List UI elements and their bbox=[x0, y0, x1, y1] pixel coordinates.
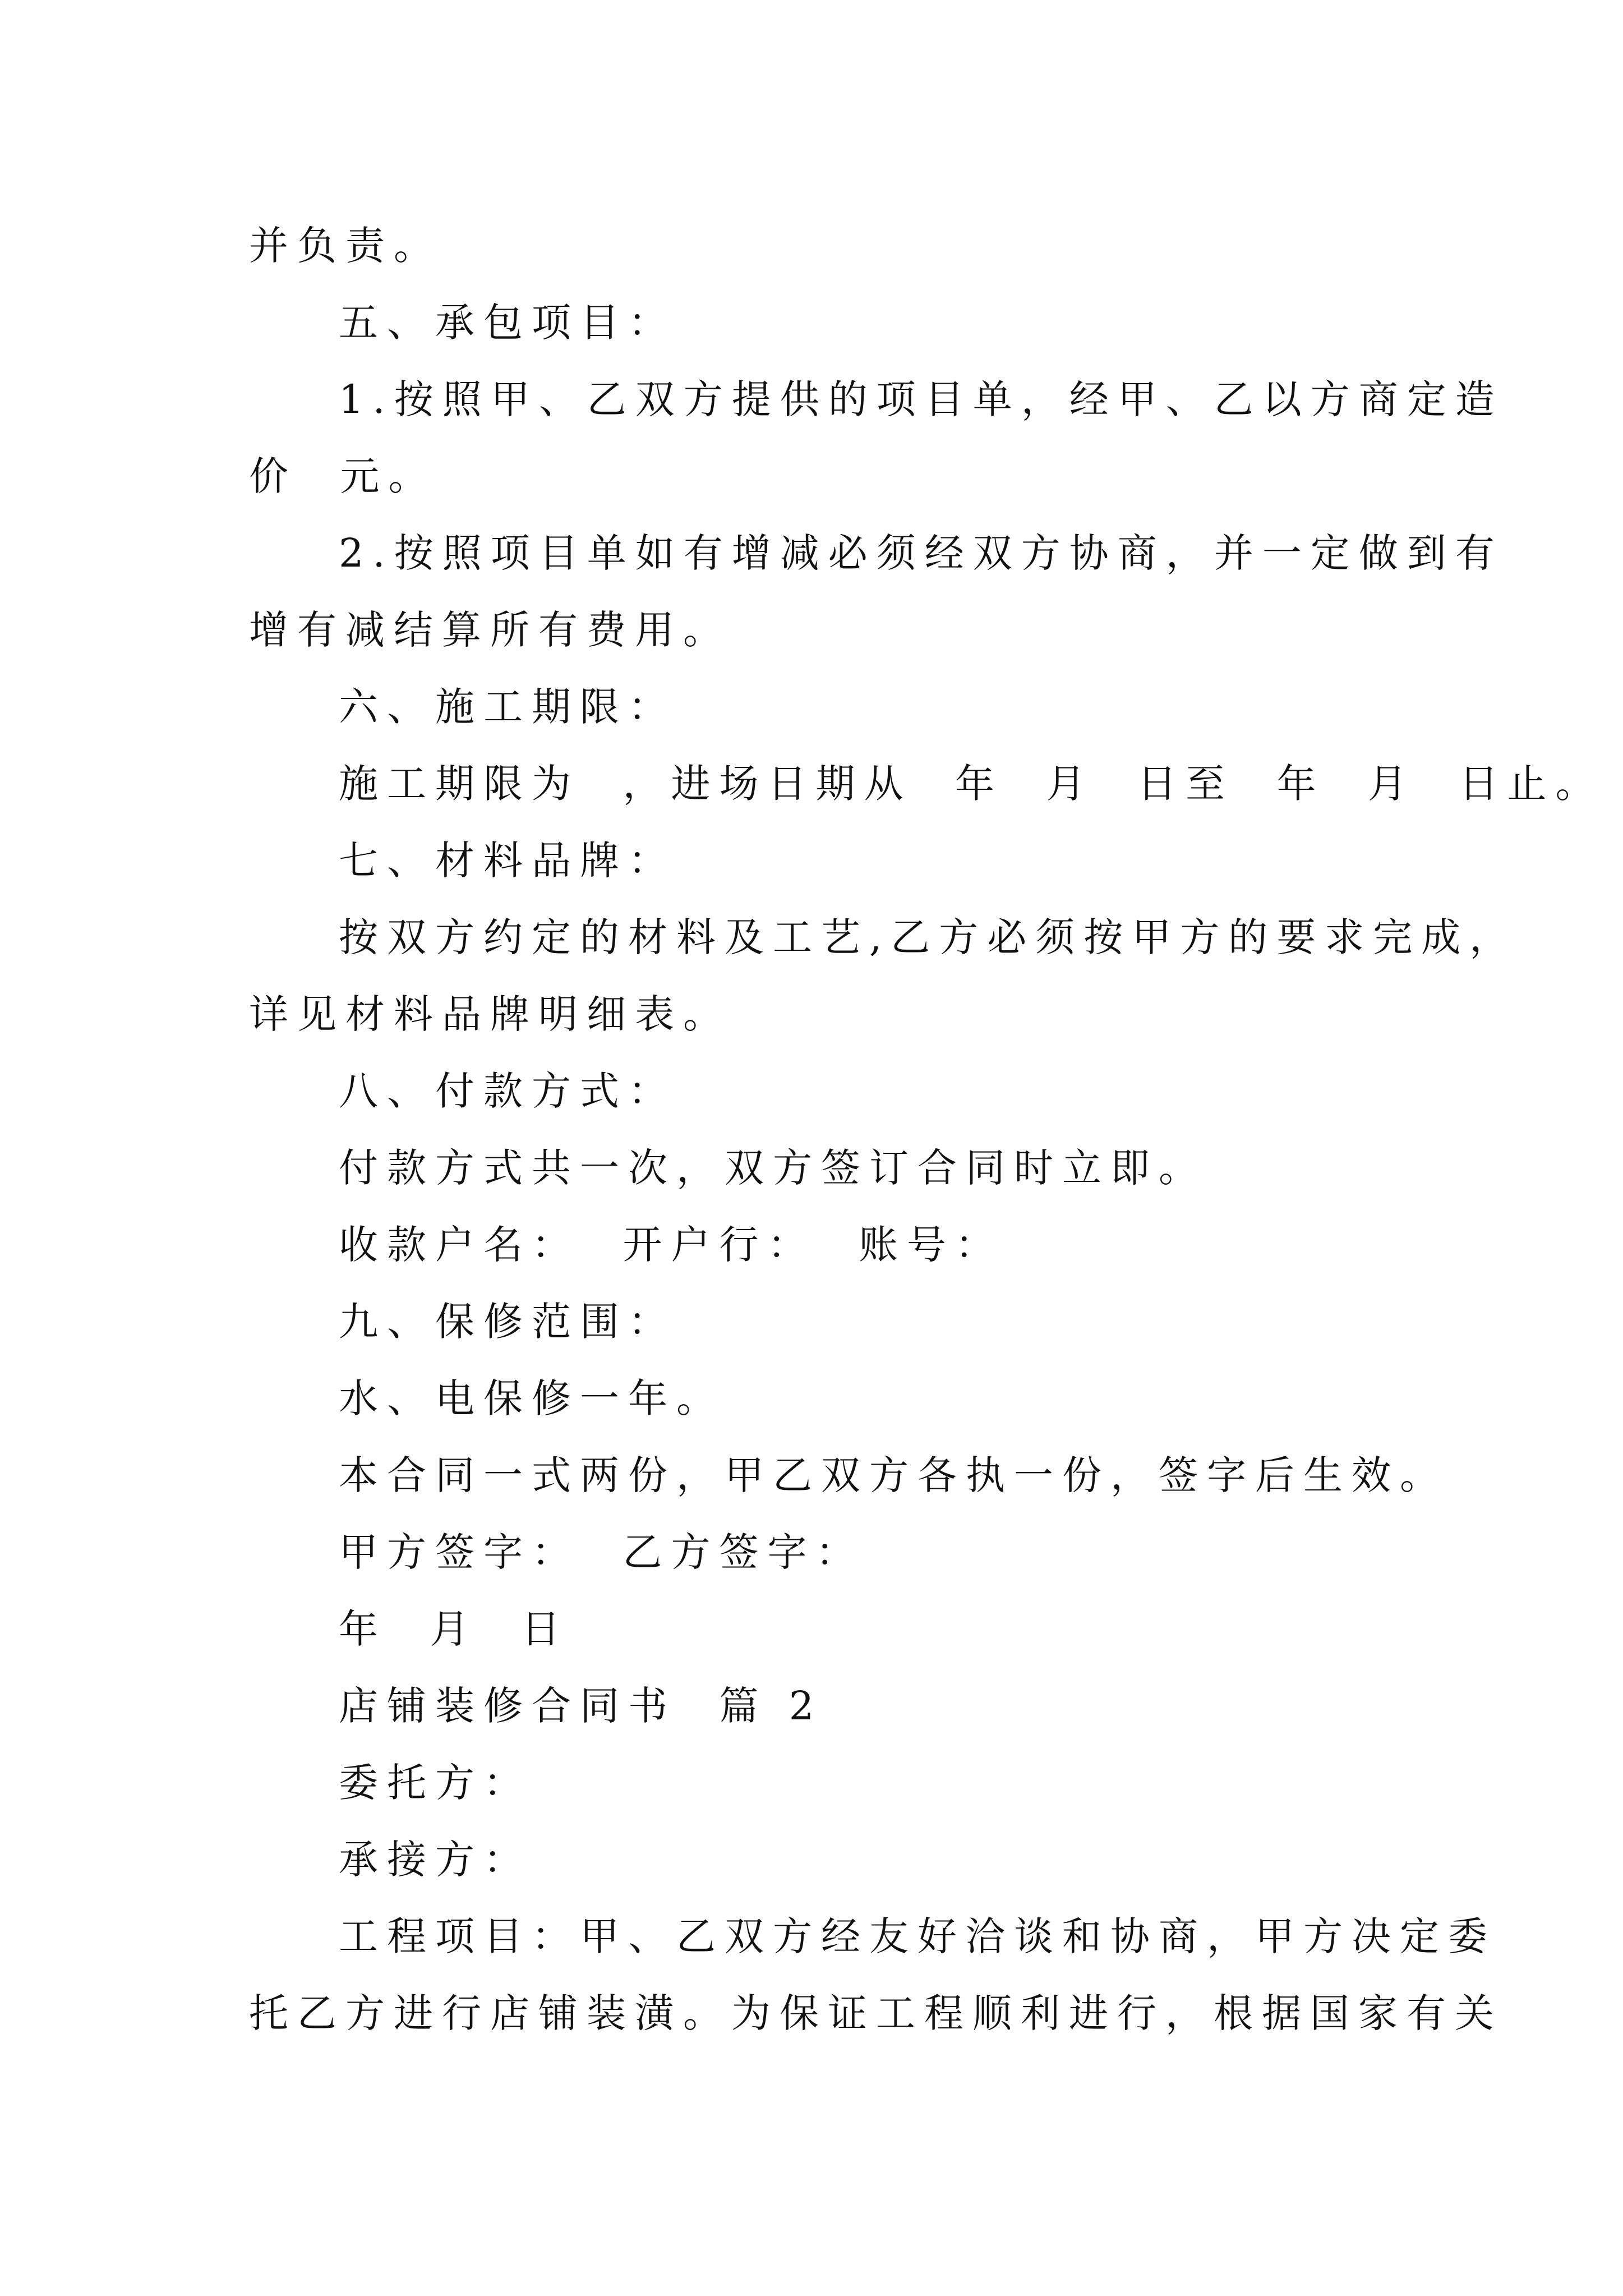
signature-line: 甲方签字： 乙方签字： bbox=[339, 1529, 864, 1575]
text-line: 增有减结算所有费用。 bbox=[249, 607, 731, 653]
text-line: 本合同一式两份，甲乙双方各执一份，签字后生效。 bbox=[339, 1452, 1448, 1498]
party-line: 承接方： bbox=[339, 1837, 532, 1883]
document-subtitle: 店铺装修合同书 篇 2 bbox=[339, 1683, 823, 1729]
date-line: 年 月 日 bbox=[339, 1606, 570, 1652]
document-body bbox=[249, 208, 1604, 2052]
text-line: 施工期限为 ，进场日期从 年 月 日至 年 月 日止。 bbox=[339, 761, 1604, 807]
text-line: 2.按照项目单如有增减必须经双方协商，并一定做到有 bbox=[339, 530, 1504, 576]
section-heading: 五、承包项目： bbox=[339, 300, 676, 346]
section-heading: 八、付款方式： bbox=[339, 1068, 676, 1114]
text-line: 水、电保修一年。 bbox=[339, 1375, 725, 1421]
text-line: 收款户名： 开户行： 账号： bbox=[339, 1222, 1004, 1268]
party-line: 委托方： bbox=[339, 1760, 532, 1806]
section-heading: 七、材料品牌： bbox=[339, 838, 676, 884]
text-line: 并负责。 bbox=[249, 223, 442, 269]
text-line: 托乙方进行店铺装潢。为保证工程顺利进行，根据国家有关 bbox=[249, 1990, 1503, 2036]
text-line: 按双方约定的材料及工艺,乙方必须按甲方的要求完成， bbox=[339, 914, 1518, 960]
text-line: 1.按照甲、乙双方提供的项目单，经甲、乙以方商定造 bbox=[339, 376, 1504, 422]
text-line: 付款方式共一次，双方签订合同时立即。 bbox=[339, 1145, 1207, 1191]
text-line: 详见材料品牌明细表。 bbox=[249, 991, 731, 1037]
text-line: 价 元。 bbox=[249, 453, 437, 499]
text-line: 工程项目：甲、乙双方经友好洽谈和协商，甲方决定委 bbox=[339, 1913, 1496, 1959]
section-heading: 六、施工期限： bbox=[339, 684, 676, 730]
section-heading: 九、保修范围： bbox=[339, 1299, 676, 1345]
